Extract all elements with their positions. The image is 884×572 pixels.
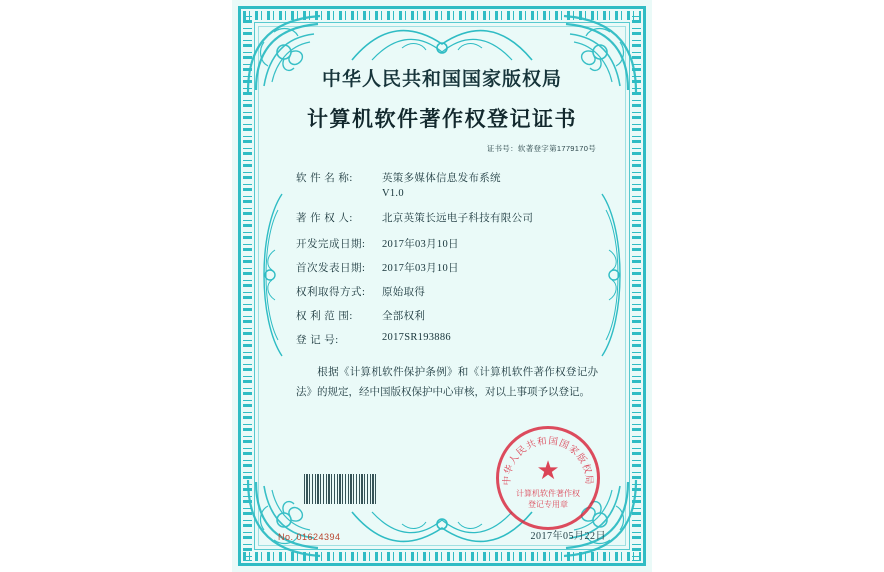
certificate-number	[272, 143, 612, 154]
document-serial-number: No. 01624394	[278, 532, 341, 542]
field-label-copyright-owner: 著 作 权 人:	[296, 213, 353, 224]
field-value-registration-number: 2017SR193886	[382, 332, 451, 343]
field-value-software-name	[382, 170, 612, 199]
field-label-rights-acquisition: 权利取得方式:	[296, 287, 366, 298]
star-icon: ★	[536, 454, 560, 485]
field-value-first-publish-date: 2017年03月10日	[382, 263, 459, 274]
legal-statement-text: 根据《计算机软件保护条例》和《计算机软件著作权登记办法》的规定，经中国版权保护中心审核，对以上事项予以登记。	[296, 367, 598, 398]
seal-line-1: 计算机软件著作权	[516, 489, 580, 498]
issue-date: 2017年05月22日	[530, 531, 606, 542]
field-row	[296, 236, 612, 251]
official-seal	[496, 426, 600, 530]
certificate-number-label: 证书号：	[486, 144, 518, 153]
field-row	[296, 260, 612, 275]
field-value-copyright-owner: 北京英策长远电子科技有限公司	[382, 213, 534, 224]
field-value-rights-scope: 全部权利	[382, 311, 426, 322]
field-label-rights-scope: 权 利 范 围:	[296, 311, 353, 322]
field-label-development-date: 开发完成日期:	[296, 239, 366, 250]
software-version-text: V1.0	[382, 188, 404, 199]
field-label-first-publish-date: 首次发表日期:	[296, 263, 366, 274]
field-value-development-date: 2017年03月10日	[382, 239, 459, 250]
page-title: 计算机软件著作权登记证书	[307, 107, 577, 131]
seal-arc-label: 中华人民共和国国家版权局	[502, 436, 594, 486]
field-label-registration-number: 登 记 号:	[296, 335, 339, 346]
issuer-title: 中华人民共和国国家版权局	[321, 69, 562, 90]
copyright-registration-certificate	[232, 0, 652, 572]
seal-bottom-text	[496, 488, 600, 510]
field-row	[296, 170, 612, 199]
seal-line-2: 登记专用章	[528, 500, 568, 509]
field-row	[296, 332, 612, 347]
field-row	[296, 308, 612, 323]
software-name-text: 英策多媒体信息发布系统	[382, 173, 501, 184]
certificate-number-value: 软著登字第1779170号	[517, 144, 596, 153]
legal-statement	[272, 363, 612, 403]
barcode	[304, 474, 378, 504]
field-label-software-name: 软 件 名 称:	[296, 173, 353, 184]
fields-list	[272, 170, 612, 347]
field-row	[296, 284, 612, 299]
field-value-rights-acquisition: 原始取得	[382, 287, 426, 298]
field-row	[296, 210, 612, 225]
